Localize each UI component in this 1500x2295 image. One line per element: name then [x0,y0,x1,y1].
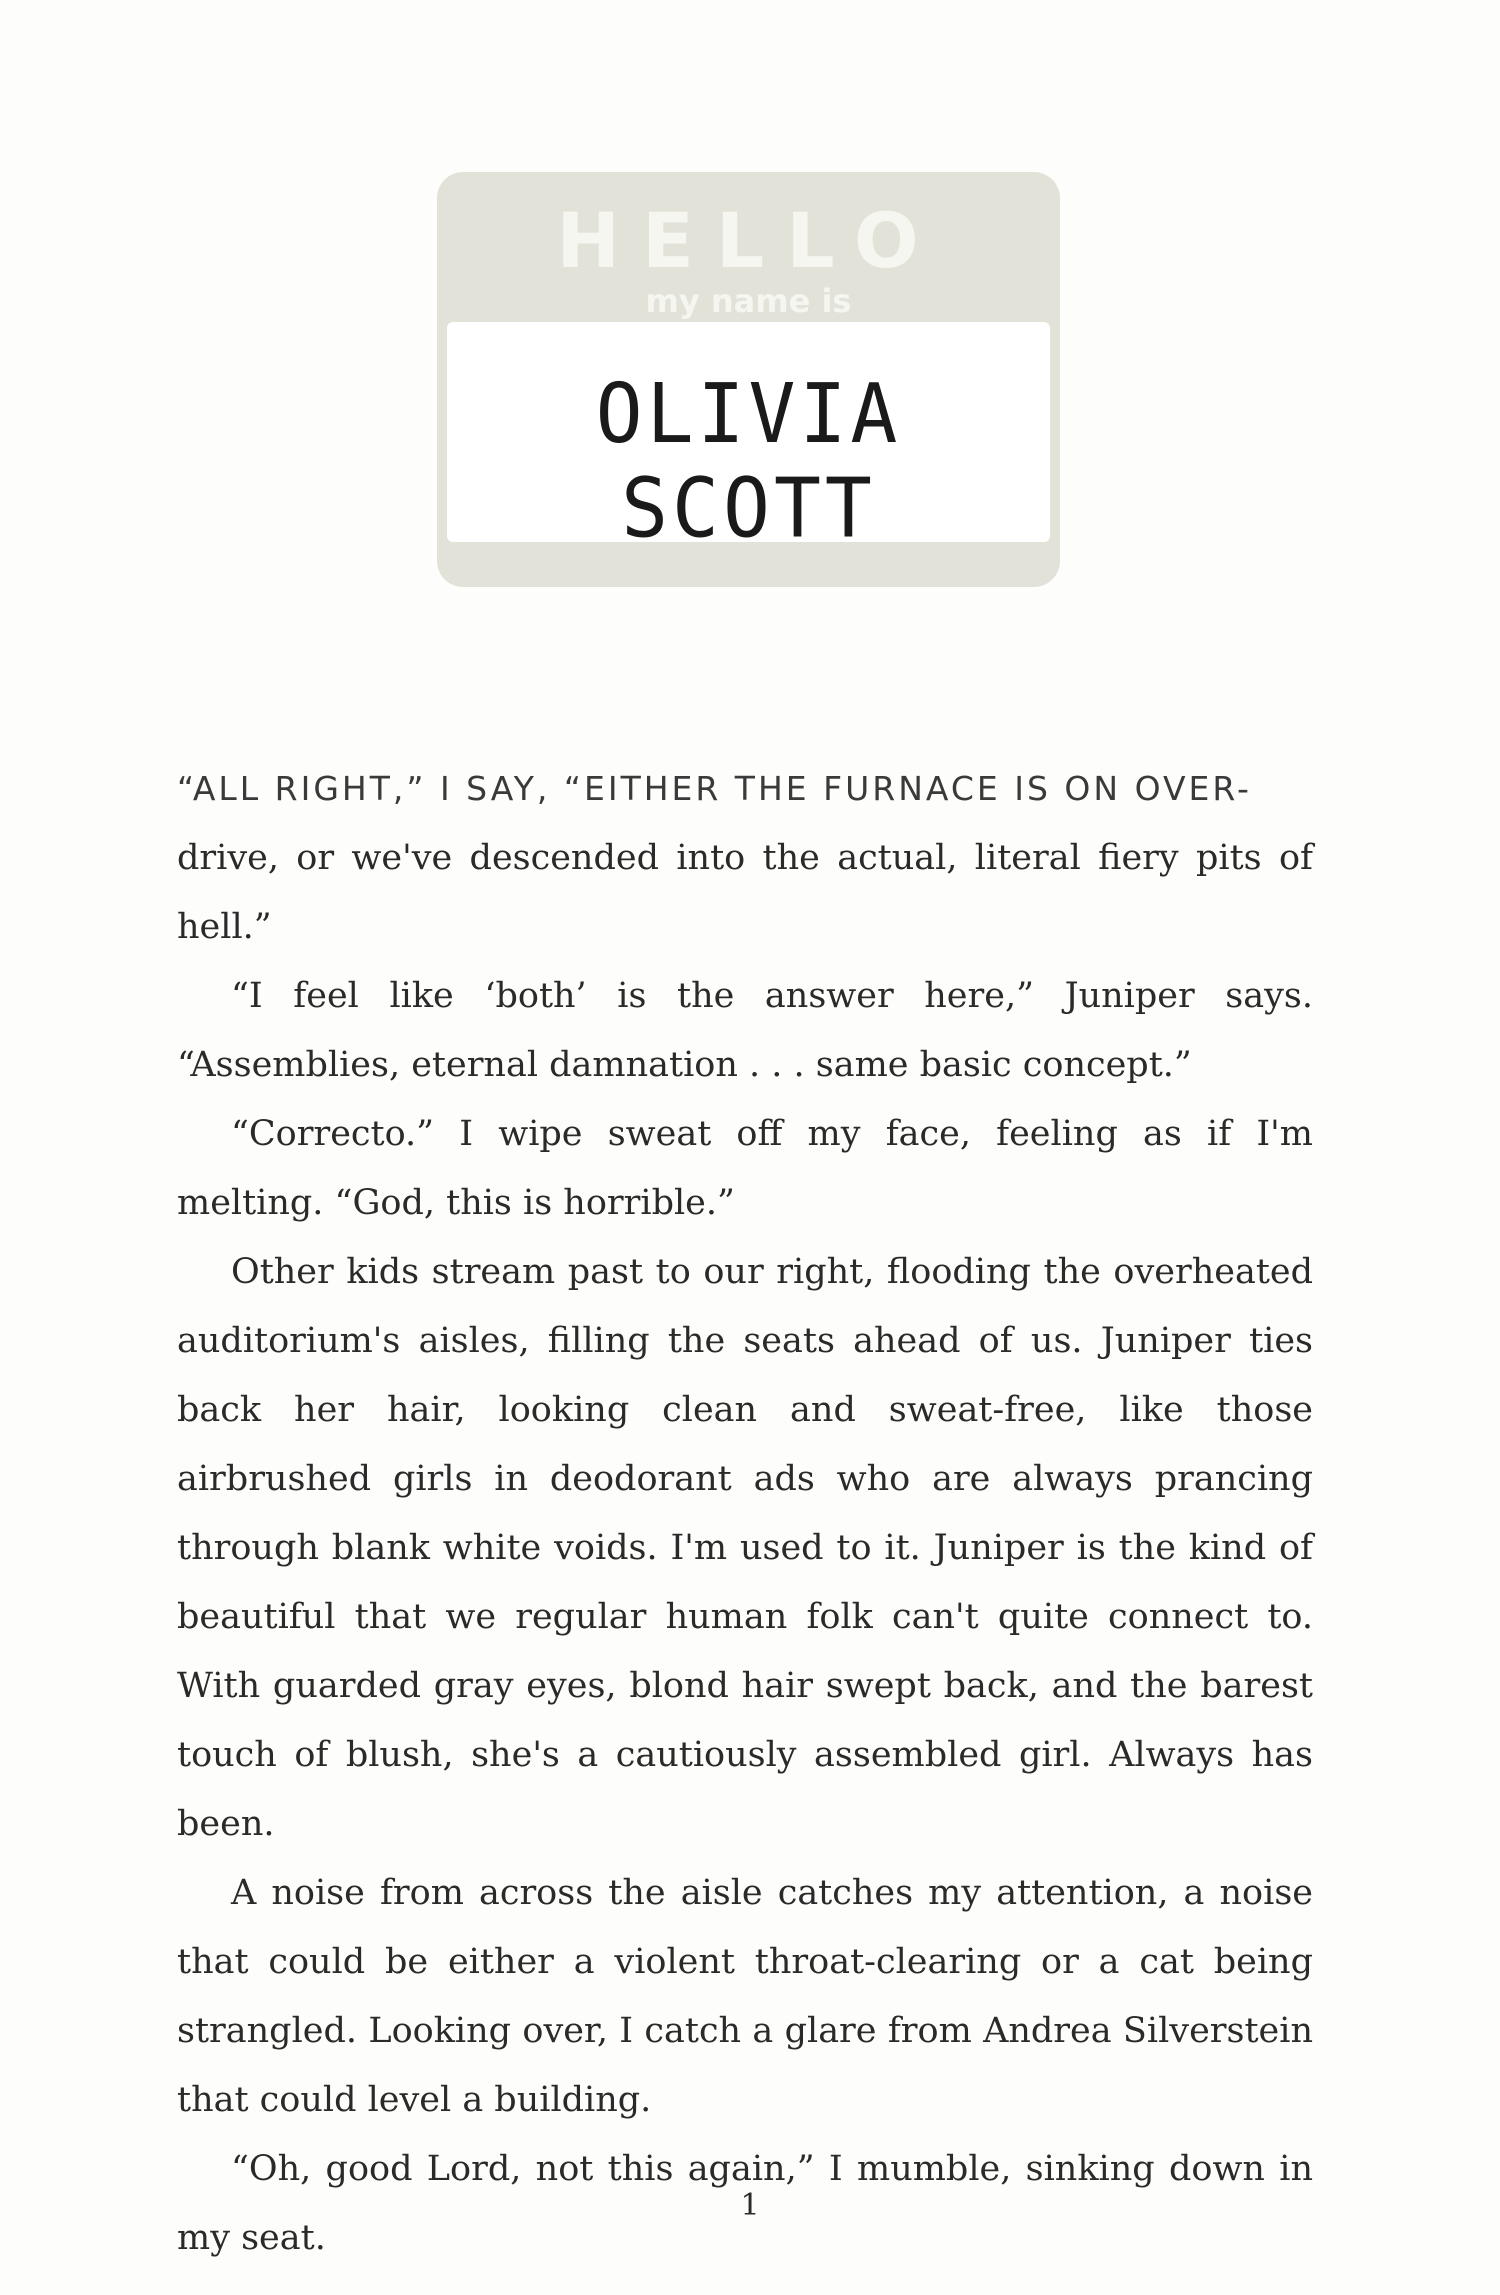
paragraph: “I feel like ‘both’ is the answer here,” Juniper says. “Assemblies, eternal damnation . . . same basic concept.” [177,976,1313,1085]
opening-paragraph [177,754,1313,962]
opening-rest: drive, or we've descended into the actual, literal fiery pits of hell.” [177,838,1313,947]
opening-caps: “ALL RIGHT,” I SAY, “EITHER THE FURNACE IS ON OVER- [177,769,1252,808]
name-tag-handwritten-name: OLIVIA SCOTT [595,367,902,557]
name-tag-hello: HELLO [556,196,941,285]
name-tag-subtitle: my name is [645,282,852,320]
paragraph: “Correcto.” I wipe sweat off my face, feeling as if I'm melting. “God, this is horrible.” [177,1114,1313,1223]
paragraph: “Oh, good Lord, not this again,” I mumble, sinking down in my seat. [177,2149,1313,2258]
paragraph: Other kids stream past to our right, flooding the overheated auditorium's aisles, filling the seats ahead of us. Juniper ties back her hair, looking clean and sweat-free, like those airbrushed girls in deodorant ads who are always prancing through blank white voids. I'm used to it. Juniper is the kind of beautiful that we regular human folk can't quite connect to. With guarded gray eyes, blond hair swept back, and the barest touch of blush, she's a cautiously assembled girl. Always has been. [177,1252,1313,1844]
name-tag-write-area [447,322,1050,557]
paragraph: A noise from across the aisle catches my attention, a noise that could be either a violent throat-clearing or a cat being strangled. Looking over, I catch a glare from Andrea Silverstein that could level a building. [177,1873,1313,2120]
body-text [177,754,1313,2273]
page-number: 1 [740,2188,760,2223]
name-tag [437,172,1060,587]
